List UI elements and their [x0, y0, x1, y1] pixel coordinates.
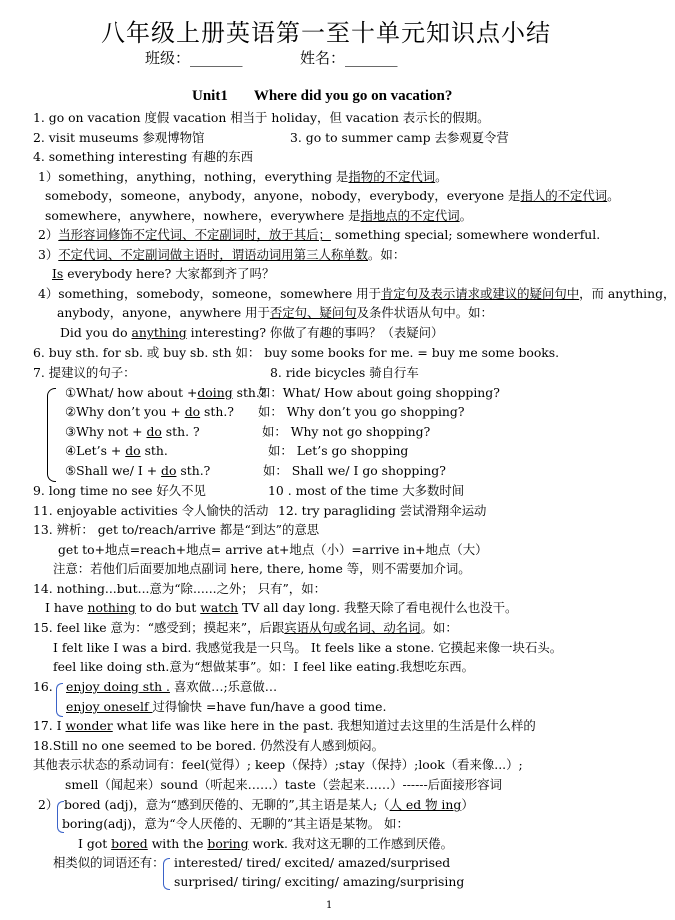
suggestion-pattern: ①What/ how about +doing sth.? [65, 385, 267, 400]
line: enjoy doing sth . 喜欢做…;乐意做… [66, 679, 278, 694]
suggestion-example: 如： Shall we/ I go shopping? [263, 463, 446, 478]
line: 1. go on vacation 度假 vacation 相当于 holiday，但 vacation 表示长的假期。 [33, 110, 490, 125]
line: 13. 辨析： get to/reach/arrive 都是“到达”的意思 [33, 522, 320, 537]
line: 注意：若他们后面要加地点副词 here, there, home 等，则不需要加介词。 [53, 561, 471, 576]
line: interested/ tired/ excited/ amazed/surprised [174, 855, 451, 870]
line: anybody，anyone，anywhere 用于否定句、疑问句及条件状语从句中。如： [57, 305, 493, 320]
line: get to+地点=reach+地点= arrive at+地点（小）=arrive in+地点（大） [58, 542, 488, 557]
line: 15. feel like 意为：“感受到；摸起来”，后跟宾语从句或名词、动名词。如： [33, 620, 458, 635]
class-label: 班级：_______ [145, 49, 243, 67]
suggestion-example: 如： Let’s go shopping [268, 443, 409, 458]
line: 10 . most of the time 大多数时间 [268, 483, 465, 498]
unit-heading [192, 88, 452, 104]
line: 11. enjoyable activities 令人愉快的活动 [33, 503, 269, 518]
line: I have nothing to do but watch TV all day long. 我整天除了看电视什么也没干。 [45, 600, 518, 615]
line: somebody，someone，anybody，anyone，nobody，everybody，everyone 是指人的不定代词。 [45, 188, 620, 203]
suggestion-example: 如： Why not go shopping? [262, 424, 431, 439]
line: 3. go to summer camp 去参观夏令营 [290, 130, 509, 145]
line: 3）不定代词、不定副词做主语时，谓语动词用第三人称单数。如： [38, 247, 406, 262]
suggestion-pattern: ④Let’s + do sth. [65, 443, 168, 458]
line: 7. 提建议的句子： [33, 365, 136, 380]
class-blank: _______ [190, 49, 243, 67]
line: enjoy oneself 过得愉快 =have fun/have a good time. [66, 699, 387, 714]
similar-words-brace [163, 858, 170, 890]
line: Is everybody here? 大家都到齐了吗？ [52, 266, 275, 281]
line: feel like doing sth.意为“想做某事”。如：I feel like eating.我想吃东西。 [53, 659, 475, 674]
suggestion-pattern: ②Why don’t you + do sth.? [65, 404, 234, 419]
unit-label: Unit1 [192, 88, 228, 104]
line: 12. try paragliding 尝试滑翔伞运动 [278, 503, 487, 518]
line: bored (adj)，意为“感到厌倦的、无聊的”,其主语是某人;（人 ed 物 ing） [64, 797, 474, 812]
line: 1）something，anything，nothing，everything 是指物的不定代词。 [38, 169, 448, 184]
enjoy-brace [56, 683, 63, 717]
line: 相类似的词语还有： [53, 855, 165, 870]
unit-title: Where did you go on vacation? [253, 88, 453, 104]
line: surprised/ tiring/ exciting/ amazing/surprising [174, 874, 465, 889]
suggestion-pattern: ⑤Shall we/ I + do sth.? [65, 463, 211, 478]
line: 17. I wonder what life was like here in the past. 我想知道过去这里的生活是什么样的 [33, 718, 536, 733]
line: 6. buy sth. for sb. 或 buy sb. sth 如： buy some books for me. = buy me some books. [33, 345, 560, 360]
line: 18.Still no one seemed to be bored. 仍然没有人感到烦闷。 [33, 738, 385, 753]
line: 2） [38, 797, 59, 812]
page-number: 1 [326, 900, 333, 911]
line: 8. ride bicycles 骑自行车 [270, 365, 419, 380]
line: I got bored with the boring work. 我对这无聊的工作感到厌倦。 [78, 836, 453, 851]
line: 2）当形容词修饰不定代词、不定副词时，放于其后； something special; somewhere wonderful. [38, 227, 601, 242]
name-label: 姓名：_______ [300, 49, 398, 67]
line: 其他表示状态的系动词有：feel(觉得）; keep（保持）;stay（保持）;look（看来像...）; [33, 757, 523, 772]
line: Did you do anything interesting? 你做了有趣的事吗？（表疑问） [60, 325, 444, 340]
suggestion-pattern: ③Why not + do sth. ? [65, 424, 200, 439]
line: 4）something，somebody，someone，somewhere 用于肯定句及表示请求或建议的疑问句中，而 anything， [38, 286, 675, 301]
line: 16. [33, 679, 53, 694]
suggestion-example: 如：What/ How about going shopping? [258, 385, 500, 400]
document-title: 八年级上册英语第一至十单元知识点小结 [101, 19, 551, 47]
line: 9. long time no see 好久不见 [33, 483, 206, 498]
line: boring(adj)，意为“令人厌倦的、无聊的”其主语是某物。 如： [62, 816, 409, 831]
name-blank: _______ [345, 49, 398, 67]
line: I felt like I was a bird. 我感觉我是一只鸟。 It feels like a stone. 它摸起来像一块石头。 [53, 640, 563, 655]
suggestion-example: 如： Why don’t you go shopping? [258, 404, 465, 419]
line: 14. nothing...but...意为“除......之外； 只有”，如： [33, 581, 326, 596]
line: somewhere，anywhere，nowhere，everywhere 是指地点的不定代词。 [45, 208, 473, 223]
line: 4. something interesting 有趣的东西 [33, 149, 254, 164]
suggestion-brace [47, 388, 56, 482]
line: smell（闻起来）sound（听起来……）taste（尝起来……）------后面接形容词 [65, 777, 502, 792]
line: 2. visit museums 参观博物馆 [33, 130, 205, 145]
